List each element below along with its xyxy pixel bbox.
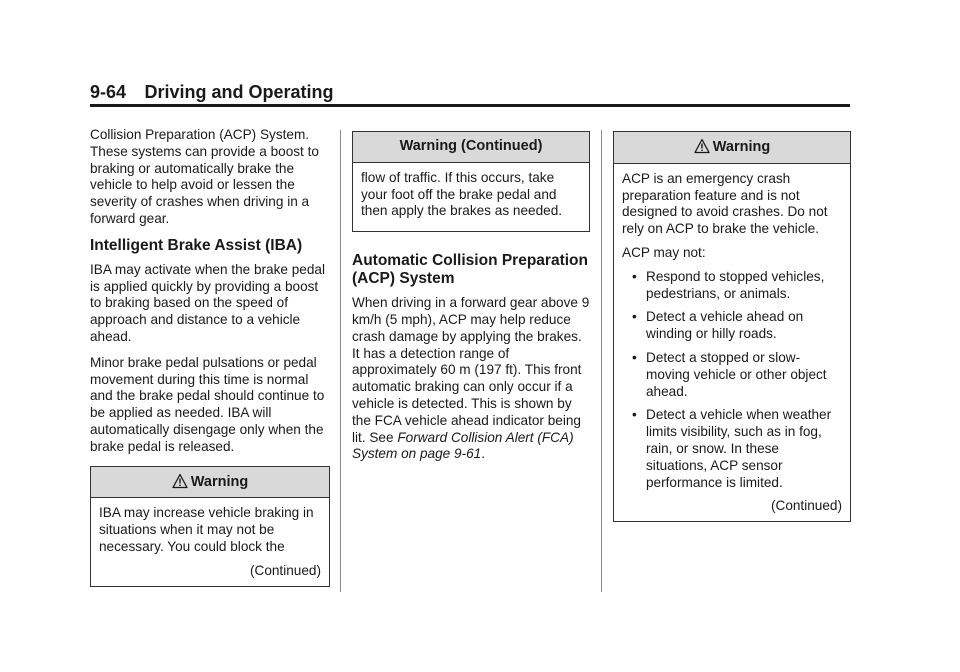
acp-paragraph <box>352 295 590 463</box>
warning-text: IBA may increase vehicle braking in situations when it may not be necessary. You could block the <box>99 505 314 554</box>
warning-title: Warning (Continued) <box>399 138 543 154</box>
bullet: • <box>632 309 637 325</box>
iba-heading: Intelligent Brake Assist (IBA) <box>90 236 303 254</box>
acp-heading: Automatic Collision Preparation (ACP) System <box>352 252 588 288</box>
list-item-text: Detect a vehicle when weather limits visibility, such as in fog, rain, or snow. In these situations, ACP sensor performance is limited. <box>646 407 832 490</box>
list-item <box>622 269 842 303</box>
column-divider <box>601 130 602 592</box>
list-item-text: Respond to stopped vehicles, pedestrians, or animals. <box>646 268 825 301</box>
warning-title: Warning <box>190 473 249 490</box>
page-header <box>90 82 850 103</box>
warning-header <box>614 132 850 164</box>
acp-text: When driving in a forward gear above 9 km/h (5 mph), ACP may help reduce crash damage by applying the brakes. It has a detection range of approximately 60 m (197 ft). This front automatic braking can only occur if a vehicle is detected. This is shown by the FCA vehicle ahead indicator being lit. See <box>352 295 590 445</box>
list-item-text: Detect a stopped or slow-moving vehicle or other object ahead. <box>646 349 827 399</box>
list-item <box>622 350 842 400</box>
acp-text-end: . <box>481 446 486 462</box>
list-item-text: Detect a vehicle ahead on winding or hilly roads. <box>646 309 804 342</box>
warning-text: ACP is an emergency crash preparation feature and is not designed to avoid crashes. Do not rely on ACP to brake the vehicle. <box>622 170 828 237</box>
warning-body <box>353 163 589 231</box>
column-right <box>613 127 851 522</box>
warning-header <box>91 467 329 499</box>
warning-box <box>90 466 330 587</box>
iba-paragraph: Minor brake pedal pulsations or pedal movement during this time is normal and the brake pedal should continue to be applied as needed. IBA will automatically disengage only when the brake pedal is released. <box>90 354 325 454</box>
list-item <box>622 309 842 343</box>
intro-paragraph: Collision Preparation (ACP) System. These systems can provide a boost to braking or automatically brake the vehicle to help avoid or lessen the severity of crashes when driving in a forward gear. <box>90 127 319 226</box>
fca-cross-reference-link[interactable]: Forward Collision Alert (FCA) System on page 9-61 <box>352 429 574 462</box>
continued-label: (Continued) <box>770 498 842 514</box>
iba-paragraph: IBA may activate when the brake pedal is applied quickly by providing a boost to braking based on the speed of approach and distance to a vehicle ahead. <box>90 261 326 344</box>
warning-list <box>622 269 842 492</box>
list-item <box>622 407 842 491</box>
warning-list-intro: ACP may not: <box>622 244 706 260</box>
warning-box <box>352 131 590 232</box>
warning-icon <box>172 473 188 489</box>
warning-text: flow of traffic. If this occurs, take your foot off the brake pedal and then apply the brakes as needed. <box>361 169 563 219</box>
column-divider <box>340 130 341 592</box>
warning-body <box>614 164 850 521</box>
column-left <box>90 127 330 587</box>
bullet: • <box>632 268 637 284</box>
section-title: Driving and Operating <box>144 82 334 102</box>
warning-title: Warning <box>712 139 771 155</box>
bullet: • <box>632 407 637 423</box>
header-rule <box>90 104 850 107</box>
page-number: 9-64 <box>90 82 127 102</box>
warning-box <box>613 131 851 522</box>
warning-header <box>353 132 589 163</box>
column-middle <box>352 127 590 472</box>
bullet: • <box>632 349 637 365</box>
continued-label: (Continued) <box>249 562 321 578</box>
warning-icon <box>694 138 710 154</box>
warning-body <box>91 498 329 585</box>
